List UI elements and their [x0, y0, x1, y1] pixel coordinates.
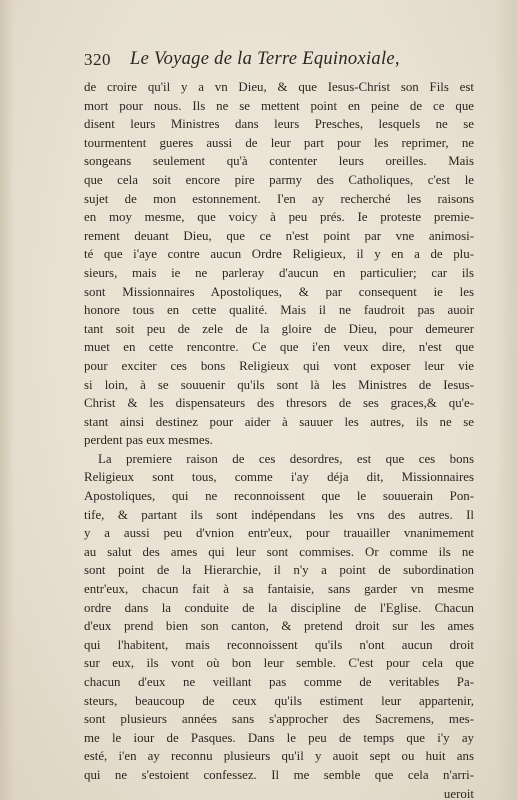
text-line: stant ainsi destinez pour aider à sauuer les autres, ils ne se [84, 414, 474, 429]
text-line: tife, & partant ils sont indépendans les vns des autres. Il [84, 507, 474, 522]
text-line: au salut des ames qui leur sont commises. Or comme ils ne [84, 544, 474, 559]
text-line: mort pour nous. Ils ne se mettent point en peine de ce que [84, 98, 474, 113]
text-line: sujet de mon estonnement. I'en ay recherché les raisons [84, 191, 474, 206]
text-line: Religieux sont tous, comme i'ay déja dit, Missionnaires [84, 470, 474, 485]
text-line: qui ne s'estoient confessez. Il me semble que cela n'arri- [84, 767, 474, 782]
text-line: en moy mesme, que voicy à peu prés. Ie proteste premie- [84, 210, 474, 225]
text-line: songeans seulement qu'à contenter leurs oreilles. Mais [84, 154, 474, 169]
text-line: que cela soit encore pire parmy des Catholiques, c'est le [84, 172, 474, 187]
text-line: qui l'habitent, mais reconnoissent qu'ils n'ont aucun droit [84, 637, 474, 652]
text-line: si loin, à se souuenir qu'ils sont là les Ministres de Iesus- [84, 377, 474, 392]
running-head [84, 50, 474, 74]
text-line: sont plusieurs années sans s'approcher des Sacremens, mes- [84, 712, 474, 727]
running-title: Le Voyage de la Terre Equinoxiale, [130, 49, 400, 69]
text-line: Christ & les dispensateurs des thresors de ses graces,& qu'e- [84, 396, 474, 411]
text-line: Apostoliques, qui ne reconnoissent que le souuerain Pon- [84, 489, 474, 504]
catchword: ueroit [443, 786, 474, 800]
paragraph-end-line: perdent pas eux mesmes. [84, 433, 213, 448]
text-line: entr'eux, chacun fait à sa fantaisie, sans garder vn mesme [84, 582, 474, 597]
text-line: tourmentent gueres aussi de leur part pour les reprimer, ne [84, 135, 474, 150]
page-edge-shadow [0, 0, 14, 800]
text-line: ordre dans la conduite de la discipline de l'Eglise. Chacun [84, 600, 474, 615]
text-line: té que i'aye contre aucun Ordre Religieux, il y en a de plu- [84, 247, 474, 262]
text-line: d'eux prend bien son canton, & pretend droit sur les ames [84, 619, 474, 634]
text-line: pour exciter ces bons Religieux qui vont exposer leur vie [84, 358, 474, 373]
gutter-shadow [495, 0, 517, 800]
text-line: sur eux, ils vont où bon leur semble. C'est pour cela que [84, 656, 474, 671]
text-line: de croire qu'il y a vn Dieu, & que Iesus-Christ son Fils est [84, 80, 474, 94]
text-line: sieurs, mais ie ne parleray d'aucun en particulier; car ils [84, 265, 474, 280]
text-line: sont Missionnaires Apostoliques, & par consequent ie les [84, 284, 474, 299]
paragraph-start-line: La premiere raison de ces desordres, est que ces bons [98, 451, 474, 466]
text-line: me le iour de Pasques. Dans le peu de temps que i'y ay [84, 730, 474, 745]
text-line: honore tous en cette qualité. Mais il ne faudroit pas auoir [84, 303, 474, 318]
text-line: chacun d'eux ne veillant pas comme de veritables Pa- [84, 675, 474, 689]
text-line: muet en cette rencontre. Ce que i'en veux dire, n'est que [84, 340, 474, 355]
text-line: disent leurs Ministres dans leurs Presches, lesquels ne se [84, 117, 474, 132]
text-line: esté, i'en ay reconnu plusieurs qu'il y auoit sept ou huit ans [84, 749, 474, 764]
text-line: steurs, beaucoup de ceux qu'ils estiment leur appartenir, [84, 693, 474, 708]
text-line: y a aussi peu d'vnion entr'eux, pour trauailler vnanimement [84, 526, 474, 541]
text-line: sont point de la Hierarchie, il n'y a point de subordination [84, 563, 474, 578]
text-line: tant soit peu de zele de la gloire de Dieu, pour demeurer [84, 321, 474, 336]
page-number: 320 [84, 50, 111, 69]
body-text [84, 78, 474, 800]
text-line: rement deuant Dieu, que ce n'est point par vne animosi- [84, 228, 474, 243]
